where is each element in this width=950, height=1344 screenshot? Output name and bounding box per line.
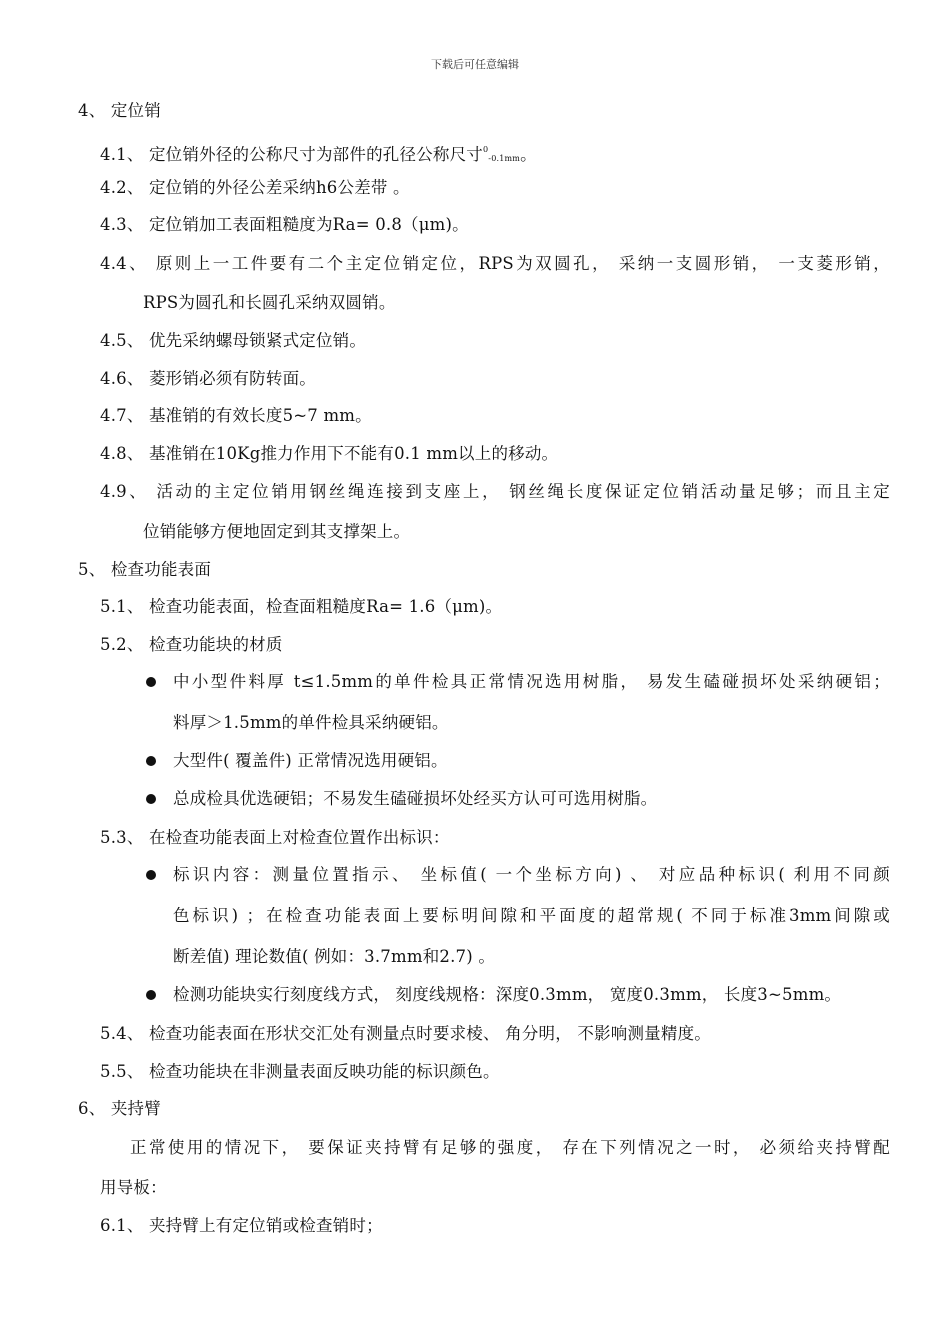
bullet-4-line2: 色标识) ；在检查功能表面上要标明间隙和平面度的超常规( 不同于标准3mm间隙或 [173, 906, 890, 925]
page-header: 下载后可任意编辑 [431, 58, 519, 71]
item-4-2: 4.2、 定位销的外径公差采纳h6公差带 。 [100, 178, 410, 197]
bullet-4-line1: 标识内容：测量位置指示、 坐标值( 一个坐标方向) 、 对应品种标识( 利用不同颜 [173, 865, 890, 884]
item-5-3: 5.3、 在检查功能表面上对检查位置作出标识： [100, 828, 450, 847]
item-4-1-end: 。 [520, 145, 537, 164]
item-4-4-line2: RPS为圆孔和长圆孔采纳双圆销。 [143, 293, 396, 312]
item-5-4: 5.4、 检查功能表面在形状交汇处有测量点时要求棱、 角分明， 不影响测量精度。 [100, 1024, 711, 1043]
item-4-9-line2: 位销能够方便地固定到其支撑架上。 [143, 522, 411, 541]
section-6-paragraph-line2: 用导板： [100, 1178, 167, 1197]
item-5-1: 5.1、 检查功能表面，检查面粗糙度Ra= 1.6（μm)。 [100, 597, 503, 616]
item-4-1-text: 4.1、 定位销外径的公称尺寸为部件的孔径公称尺寸 [100, 145, 483, 164]
section-6-paragraph-line1: 正常使用的情况下， 要保证夹持臂有足够的强度， 存在下列情况之一时， 必须给夹持臂配 [130, 1138, 890, 1157]
section-4-heading: 4、 定位销 [78, 101, 161, 120]
bullet-3: 总成检具优选硬铝；不易发生磕碰损坏处经买方认可可选用树脂。 [173, 789, 658, 808]
bullet-1-line2: 料厚＞1.5mm的单件检具采纳硬铝。 [173, 713, 449, 732]
bullet-icon [146, 870, 156, 880]
bullet-5: 检测功能块实行刻度线方式， 刻度线规格：深度0.3mm， 宽度0.3mm， 长度3~5mm。 [173, 985, 842, 1004]
tolerance-upper: 0 [483, 145, 489, 154]
bullet-4-line3: 断差值) 理论数值( 例如：3.7mm和2.7) 。 [173, 947, 496, 966]
item-4-9-line1: 4.9、 活动的主定位销用钢丝绳连接到支座上， 钢丝绳长度保证定位销活动量足够；而且主定 [100, 482, 890, 501]
bullet-1-line1: 中小型件料厚 t≤1.5mm的单件检具正常情况选用树脂， 易发生磕碰损坏处采纳硬铝； [173, 672, 890, 691]
item-4-5: 4.5、 优先采纳螺母锁紧式定位销。 [100, 331, 367, 350]
item-4-3: 4.3、 定位销加工表面粗糙度为Ra= 0.8（μm)。 [100, 215, 469, 234]
bullet-2: 大型件( 覆盖件) 正常情况选用硬铝。 [173, 751, 448, 770]
item-5-5: 5.5、 检查功能块在非测量表面反映功能的标识颜色。 [100, 1062, 500, 1081]
item-4-7: 4.7、 基准销的有效长度5~7 mm。 [100, 406, 372, 425]
bullet-icon [146, 756, 156, 766]
item-4-4-line1: 4.4、 原则上一工件要有二个主定位销定位，RPS为双圆孔， 采纳一支圆形销， 一支菱形销， [100, 254, 890, 273]
section-6-heading: 6、 夹持臂 [78, 1099, 161, 1118]
bullet-icon [146, 990, 156, 1000]
item-5-2: 5.2、 检查功能块的材质 [100, 635, 283, 654]
item-6-1: 6.1、 夹持臂上有定位销或检查销时； [100, 1216, 383, 1235]
section-5-heading: 5、 检查功能表面 [78, 560, 212, 579]
item-4-1 [100, 139, 537, 170]
bullet-icon [146, 794, 156, 804]
item-4-6: 4.6、 菱形销必须有防转面。 [100, 369, 316, 388]
item-4-8: 4.8、 基准销在10Kg推力作用下不能有0.1 mm以上的移动。 [100, 444, 559, 463]
bullet-icon [146, 677, 156, 687]
tolerance-lower: -0.1mm [488, 154, 521, 163]
